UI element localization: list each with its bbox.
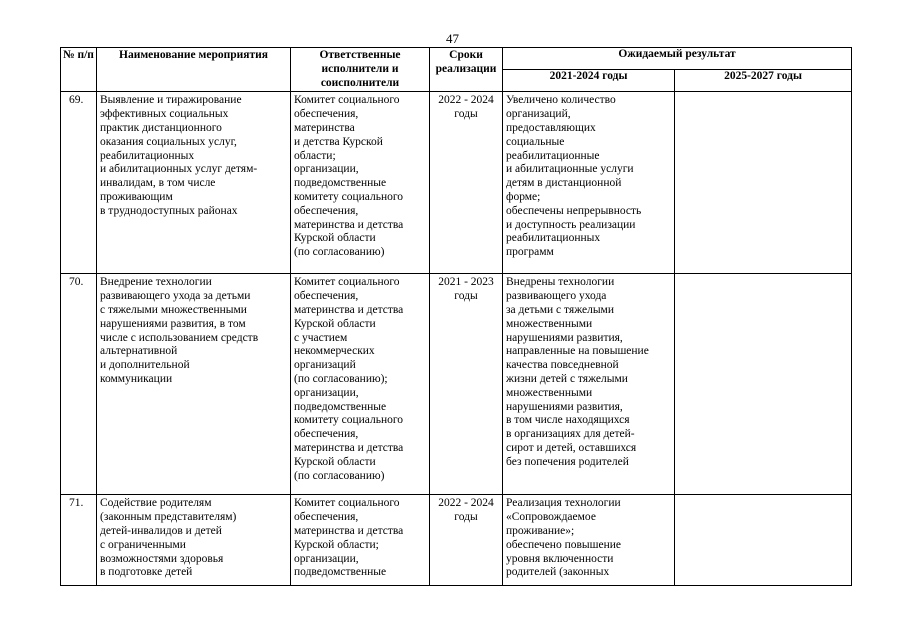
cell-num: 71.	[61, 495, 97, 586]
cell-line: комитету социального	[294, 190, 404, 203]
cell-line: детям в дистанционной	[506, 177, 622, 190]
cell-line: подведомственные	[294, 400, 387, 413]
cell-line: обеспечения,	[294, 204, 359, 217]
cell-line: реабилитационных	[100, 149, 195, 162]
cell-line: Реализация технологии	[506, 497, 621, 510]
cell-line: детей-инвалидов и детей	[100, 524, 222, 537]
header-result-2025: 2025-2027 годы	[675, 70, 852, 92]
cell-line: 2021 - 2023	[438, 276, 494, 289]
cell-line: (по согласованию);	[294, 372, 388, 385]
cell-num: 69.	[61, 92, 97, 274]
cell-line: форме;	[506, 190, 541, 203]
cell-line: годы	[454, 511, 478, 524]
cell-line: Внедрение технологии	[100, 276, 212, 289]
cell-line: материнства и детства	[294, 524, 404, 537]
header-responsible: Ответственные исполнители и соисполнители	[291, 48, 430, 92]
cell-line: Комитет социального	[294, 276, 400, 289]
cell-line: возможностями здоровья	[100, 552, 224, 565]
cell-line: материнства и детства	[294, 441, 404, 454]
cell-line: Курской области	[294, 232, 376, 245]
cell-line: сирот и детей, оставшихся	[506, 441, 637, 454]
cell-line: материнства и детства	[294, 303, 404, 316]
cell-line: области;	[294, 149, 336, 162]
cell-line: в подготовке детей	[100, 566, 193, 579]
cell-line: множественными	[506, 317, 593, 330]
cell-line: 2022 - 2024	[438, 497, 494, 510]
cell-line: развивающего ухода за детьми	[100, 290, 251, 303]
cell-num: 70.	[61, 274, 97, 495]
cell-result-2025	[675, 495, 852, 586]
cell-line: качества повседневной	[506, 359, 619, 372]
cell-line: уровня включенности	[506, 552, 614, 565]
cell-line: в том числе находящихся	[506, 414, 630, 427]
cell-line: реабилитационных	[506, 232, 601, 245]
cell-line: программ	[506, 246, 554, 259]
cell-responsible	[291, 495, 430, 586]
cell-line: с ограниченными	[100, 538, 186, 551]
cell-line: и детства Курской	[294, 135, 383, 148]
cell-line: развивающего ухода	[506, 290, 607, 303]
cell-line: нарушениями развития,	[506, 400, 623, 413]
cell-result-2021	[503, 495, 675, 586]
table-row	[61, 92, 852, 274]
cell-result-2025	[675, 92, 852, 274]
cell-line: предоставляющих	[506, 121, 596, 134]
header-name: Наименование мероприятия	[97, 48, 291, 92]
cell-line: (законным представителям)	[100, 511, 237, 524]
cell-line: направленные на повышение	[506, 345, 649, 358]
cell-line: множественными	[506, 386, 593, 399]
cell-line: нарушениями развития, в том	[100, 317, 246, 330]
cell-result-2021	[503, 274, 675, 495]
cell-line: проживающим	[100, 190, 173, 203]
cell-line: материнства и детства	[294, 218, 404, 231]
page-number: 47	[446, 31, 459, 46]
cell-line: (по согласованию)	[294, 246, 385, 259]
cell-line: 2022 - 2024	[438, 94, 494, 107]
cell-line: альтернативной	[100, 345, 178, 358]
cell-result-2025	[675, 274, 852, 495]
cell-line: обеспечены непрерывность	[506, 204, 642, 217]
cell-line: Курской области;	[294, 538, 379, 551]
cell-line: Курской области	[294, 317, 376, 330]
cell-line: «Сопровождаемое	[506, 511, 596, 524]
cell-line: числе с использованием средств	[100, 331, 259, 344]
cell-responsible	[291, 274, 430, 495]
cell-line: в труднодоступных районах	[100, 204, 238, 217]
cell-line: проживание»;	[506, 524, 575, 537]
cell-line: оказания социальных услуг,	[100, 135, 237, 148]
header-num: № п/п	[61, 48, 97, 92]
cell-line: Внедрены технологии	[506, 276, 615, 289]
cell-line: обеспечено повышение	[506, 538, 622, 551]
cell-line: жизни детей с тяжелыми	[506, 372, 628, 385]
cell-line: реабилитационные	[506, 149, 600, 162]
cell-line: за детьми с тяжелыми	[506, 303, 614, 316]
cell-line: некоммерческих	[294, 345, 375, 358]
cell-line: Увеличено количество	[506, 94, 616, 107]
cell-line: Содействие родителям	[100, 497, 212, 510]
cell-line: (по согласованию)	[294, 469, 385, 482]
cell-line: организации,	[294, 552, 359, 565]
cell-name	[97, 495, 291, 586]
cell-line: Курской области	[294, 455, 376, 468]
header-result-2021: 2021-2024 годы	[503, 70, 675, 92]
cell-line: годы	[454, 290, 478, 303]
measures-table	[60, 47, 852, 586]
cell-period	[430, 92, 503, 274]
cell-line: комитету социального	[294, 414, 404, 427]
cell-line: в организациях для детей-	[506, 428, 635, 441]
cell-line: родителей (законных	[506, 566, 610, 579]
cell-line: организаций	[294, 359, 356, 372]
cell-line: и доступность реализации	[506, 218, 636, 231]
cell-line: материнства	[294, 121, 355, 134]
cell-line: Выявление и тиражирование	[100, 94, 242, 107]
cell-line: организаций,	[506, 108, 571, 121]
cell-line: обеспечения,	[294, 290, 359, 303]
cell-line: и абилитационных услуг детям-	[100, 163, 258, 176]
cell-line: и дополнительной	[100, 359, 190, 372]
table-row	[61, 495, 852, 586]
cell-line: организации,	[294, 163, 359, 176]
cell-line: с тяжелыми множественными	[100, 303, 247, 316]
cell-line: обеспечения,	[294, 108, 359, 121]
cell-line: Комитет социального	[294, 94, 400, 107]
cell-period	[430, 274, 503, 495]
cell-line: Комитет социального	[294, 497, 400, 510]
cell-line: инвалидам, в том числе	[100, 177, 216, 190]
header-result: Ожидаемый результат	[503, 48, 852, 70]
header-period: Сроки реализации	[430, 48, 503, 92]
cell-name	[97, 92, 291, 274]
table-row	[61, 274, 852, 495]
cell-responsible	[291, 92, 430, 274]
cell-line: социальные	[506, 135, 565, 148]
cell-line: эффективных социальных	[100, 108, 229, 121]
cell-line: с участием	[294, 331, 348, 344]
cell-line: коммуникации	[100, 372, 173, 385]
cell-line: и абилитационные услуги	[506, 163, 634, 176]
cell-line: организации,	[294, 386, 359, 399]
cell-line: обеспечения,	[294, 428, 359, 441]
cell-line: годы	[454, 108, 478, 121]
cell-line: подведомственные	[294, 177, 387, 190]
cell-line: практик дистанционного	[100, 121, 222, 134]
cell-line: обеспечения,	[294, 511, 359, 524]
cell-period	[430, 495, 503, 586]
cell-name	[97, 274, 291, 495]
cell-line: нарушениями развития,	[506, 331, 623, 344]
cell-line: без попечения родителей	[506, 455, 629, 468]
cell-line: подведомственные	[294, 566, 387, 579]
cell-result-2021	[503, 92, 675, 274]
